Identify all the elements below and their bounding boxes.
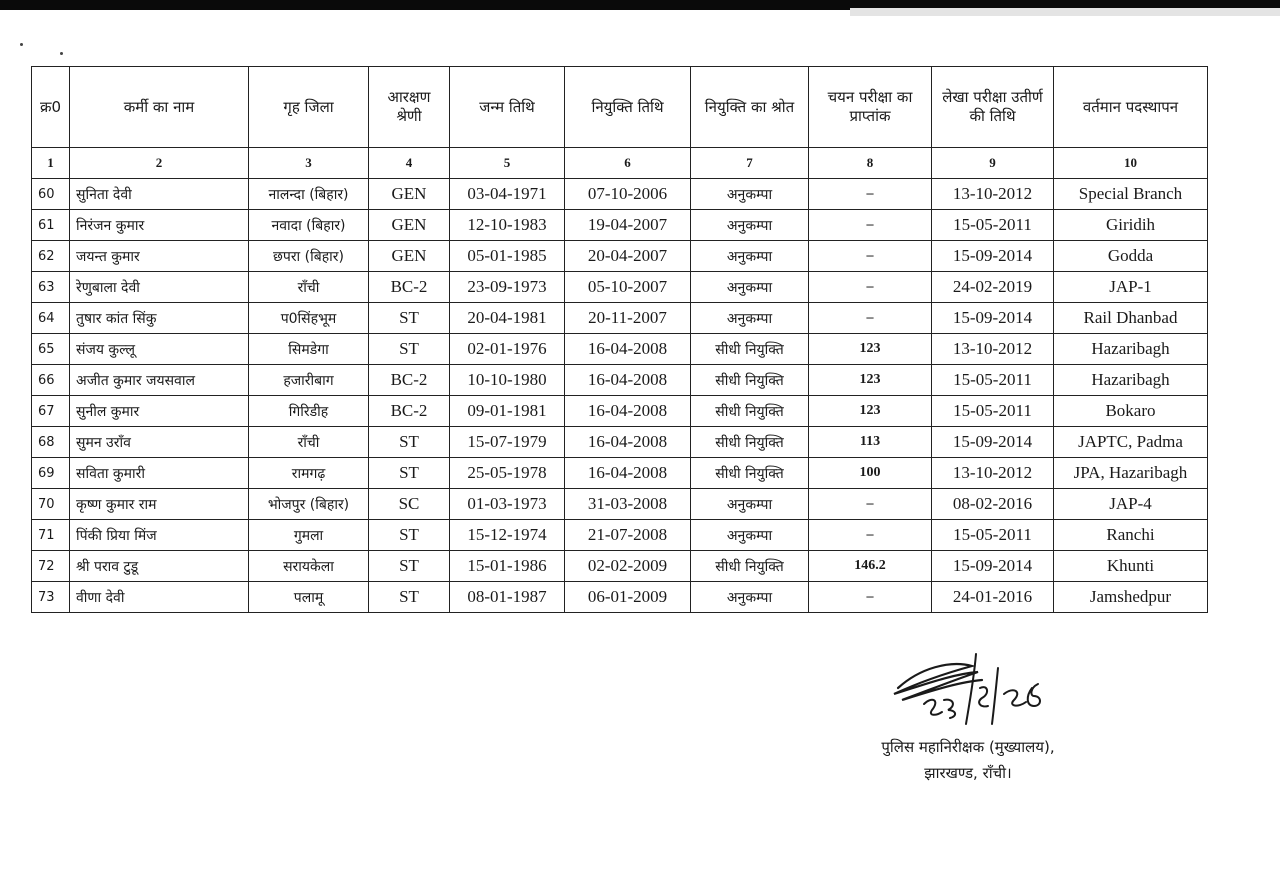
- table-row: [32, 334, 1208, 365]
- appointment-source-cell: सीधी नियुक्ति: [691, 396, 809, 427]
- home-district-cell: पलामू: [249, 582, 369, 613]
- reservation-category-cell: GEN: [369, 179, 450, 210]
- table-row: [32, 582, 1208, 613]
- birth-date-cell: 01-03-1973: [450, 489, 565, 520]
- signatory-designation: पुलिस महानिरीक्षक (मुख्यालय),: [881, 738, 1055, 756]
- audit-pass-date-cell: 15-05-2011: [932, 396, 1054, 427]
- appointment-date-cell: 21-07-2008: [565, 520, 691, 551]
- selection-score-cell: –: [809, 582, 932, 613]
- appointment-source-cell: सीधी नियुक्ति: [691, 458, 809, 489]
- selection-score-cell: 100: [809, 458, 932, 489]
- home-district-cell: गिरिडीह: [249, 396, 369, 427]
- appointment-date-cell: 07-10-2006: [565, 179, 691, 210]
- birth-date-cell: 23-09-1973: [450, 272, 565, 303]
- appointment-date-cell: 16-04-2008: [565, 365, 691, 396]
- audit-pass-date-cell: 24-01-2016: [932, 582, 1054, 613]
- reservation-category-cell: ST: [369, 520, 450, 551]
- audit-pass-date-cell: 08-02-2016: [932, 489, 1054, 520]
- staff-table-container: [31, 66, 1207, 613]
- current-posting-cell: Rail Dhanbad: [1054, 303, 1208, 334]
- table-row: [32, 520, 1208, 551]
- birth-date-cell: 03-04-1971: [450, 179, 565, 210]
- column-number: 2: [70, 148, 249, 179]
- home-district-cell: सरायकेला: [249, 551, 369, 582]
- scan-shadow: [850, 8, 1280, 16]
- table-row: [32, 489, 1208, 520]
- birth-date-cell: 10-10-1980: [450, 365, 565, 396]
- birth-date-cell: 05-01-1985: [450, 241, 565, 272]
- birth-date-cell: 12-10-1983: [450, 210, 565, 241]
- audit-pass-date-cell: 15-09-2014: [932, 241, 1054, 272]
- header-row: [32, 67, 1208, 148]
- employee-name-cell: कृष्ण कुमार राम: [70, 489, 249, 520]
- staff-table: [31, 66, 1208, 613]
- appointment-source-cell: अनुकम्पा: [691, 210, 809, 241]
- column-number: 6: [565, 148, 691, 179]
- selection-score-cell: –: [809, 303, 932, 334]
- home-district-cell: गुमला: [249, 520, 369, 551]
- table-row: [32, 241, 1208, 272]
- serial-number-cell: 68: [32, 427, 70, 458]
- selection-score-cell: –: [809, 210, 932, 241]
- employee-name-cell: सविता कुमारी: [70, 458, 249, 489]
- home-district-cell: राँची: [249, 272, 369, 303]
- audit-pass-date-cell: 15-09-2014: [932, 427, 1054, 458]
- audit-pass-date-cell: 15-09-2014: [932, 551, 1054, 582]
- current-posting-cell: Bokaro: [1054, 396, 1208, 427]
- home-district-cell: भोजपुर (बिहार): [249, 489, 369, 520]
- reservation-category-cell: ST: [369, 458, 450, 489]
- current-posting-cell: JAPTC, Padma: [1054, 427, 1208, 458]
- audit-pass-date-cell: 13-10-2012: [932, 458, 1054, 489]
- appointment-source-cell: अनुकम्पा: [691, 303, 809, 334]
- serial-number-cell: 65: [32, 334, 70, 365]
- column-number: 1: [32, 148, 70, 179]
- reservation-category-cell: GEN: [369, 210, 450, 241]
- birth-date-cell: 15-12-1974: [450, 520, 565, 551]
- table-row: [32, 551, 1208, 582]
- audit-pass-date-cell: 15-05-2011: [932, 210, 1054, 241]
- handwritten-signature: [880, 648, 1060, 728]
- home-district-cell: राँची: [249, 427, 369, 458]
- selection-score-cell: –: [809, 489, 932, 520]
- appointment-source-cell: सीधी नियुक्ति: [691, 551, 809, 582]
- column-number: 4: [369, 148, 450, 179]
- birth-date-cell: 09-01-1981: [450, 396, 565, 427]
- appointment-source-cell: सीधी नियुक्ति: [691, 365, 809, 396]
- table-row: [32, 210, 1208, 241]
- audit-pass-date-cell: 15-05-2011: [932, 520, 1054, 551]
- reservation-category-cell: BC-2: [369, 365, 450, 396]
- selection-score-cell: –: [809, 272, 932, 303]
- appointment-date-cell: 20-11-2007: [565, 303, 691, 334]
- header-cell: चयन परीक्षा का प्राप्तांक: [809, 67, 932, 148]
- employee-name-cell: रेणुबाला देवी: [70, 272, 249, 303]
- table-row: [32, 365, 1208, 396]
- current-posting-cell: Hazaribagh: [1054, 365, 1208, 396]
- table-row: [32, 179, 1208, 210]
- reservation-category-cell: SC: [369, 489, 450, 520]
- employee-name-cell: सुनिता देवी: [70, 179, 249, 210]
- appointment-date-cell: 20-04-2007: [565, 241, 691, 272]
- reservation-category-cell: BC-2: [369, 272, 450, 303]
- reservation-category-cell: ST: [369, 303, 450, 334]
- reservation-category-cell: ST: [369, 551, 450, 582]
- employee-name-cell: सुमन उराँव: [70, 427, 249, 458]
- header-cell: जन्म तिथि: [450, 67, 565, 148]
- audit-pass-date-cell: 13-10-2012: [932, 334, 1054, 365]
- birth-date-cell: 08-01-1987: [450, 582, 565, 613]
- appointment-source-cell: अनुकम्पा: [691, 582, 809, 613]
- column-number: 9: [932, 148, 1054, 179]
- serial-number-cell: 69: [32, 458, 70, 489]
- employee-name-cell: संजय कुल्लू: [70, 334, 249, 365]
- appointment-source-cell: अनुकम्पा: [691, 520, 809, 551]
- column-number: 5: [450, 148, 565, 179]
- serial-number-cell: 70: [32, 489, 70, 520]
- current-posting-cell: Hazaribagh: [1054, 334, 1208, 365]
- current-posting-cell: Jamshedpur: [1054, 582, 1208, 613]
- appointment-source-cell: अनुकम्पा: [691, 489, 809, 520]
- home-district-cell: नवादा (बिहार): [249, 210, 369, 241]
- home-district-cell: रामगढ़: [249, 458, 369, 489]
- serial-number-cell: 62: [32, 241, 70, 272]
- employee-name-cell: वीणा देवी: [70, 582, 249, 613]
- table-row: [32, 272, 1208, 303]
- serial-number-cell: 63: [32, 272, 70, 303]
- employee-name-cell: पिंकी प्रिया मिंज: [70, 520, 249, 551]
- header-cell: क्र0: [32, 67, 70, 148]
- header-cell: लेखा परीक्षा उतीर्ण की तिथि: [932, 67, 1054, 148]
- serial-number-cell: 73: [32, 582, 70, 613]
- header-cell: नियुक्ति तिथि: [565, 67, 691, 148]
- reservation-category-cell: ST: [369, 582, 450, 613]
- header-cell: आरक्षण श्रेणी: [369, 67, 450, 148]
- birth-date-cell: 15-07-1979: [450, 427, 565, 458]
- audit-pass-date-cell: 13-10-2012: [932, 179, 1054, 210]
- serial-number-cell: 72: [32, 551, 70, 582]
- appointment-source-cell: अनुकम्पा: [691, 272, 809, 303]
- column-number: 3: [249, 148, 369, 179]
- table-row: [32, 396, 1208, 427]
- appointment-date-cell: 19-04-2007: [565, 210, 691, 241]
- appointment-date-cell: 16-04-2008: [565, 458, 691, 489]
- home-district-cell: छपरा (बिहार): [249, 241, 369, 272]
- column-number: 10: [1054, 148, 1208, 179]
- birth-date-cell: 25-05-1978: [450, 458, 565, 489]
- appointment-date-cell: 16-04-2008: [565, 334, 691, 365]
- serial-number-cell: 60: [32, 179, 70, 210]
- appointment-date-cell: 02-02-2009: [565, 551, 691, 582]
- header-cell: कर्मी का नाम: [70, 67, 249, 148]
- home-district-cell: प0सिंहभूम: [249, 303, 369, 334]
- employee-name-cell: सुनील कुमार: [70, 396, 249, 427]
- selection-score-cell: –: [809, 241, 932, 272]
- employee-name-cell: निरंजन कुमार: [70, 210, 249, 241]
- birth-date-cell: 15-01-1986: [450, 551, 565, 582]
- current-posting-cell: Special Branch: [1054, 179, 1208, 210]
- reservation-category-cell: GEN: [369, 241, 450, 272]
- audit-pass-date-cell: 15-09-2014: [932, 303, 1054, 334]
- current-posting-cell: JAP-1: [1054, 272, 1208, 303]
- selection-score-cell: –: [809, 520, 932, 551]
- reservation-category-cell: ST: [369, 334, 450, 365]
- header-cell: गृह जिला: [249, 67, 369, 148]
- selection-score-cell: 123: [809, 396, 932, 427]
- current-posting-cell: Godda: [1054, 241, 1208, 272]
- current-posting-cell: Giridih: [1054, 210, 1208, 241]
- employee-name-cell: अजीत कुमार जयसवाल: [70, 365, 249, 396]
- signatory-block: [838, 734, 1098, 786]
- employee-name-cell: जयन्त कुमार: [70, 241, 249, 272]
- appointment-date-cell: 05-10-2007: [565, 272, 691, 303]
- employee-name-cell: श्री पराव टुडू: [70, 551, 249, 582]
- serial-number-cell: 66: [32, 365, 70, 396]
- current-posting-cell: Ranchi: [1054, 520, 1208, 551]
- appointment-date-cell: 31-03-2008: [565, 489, 691, 520]
- column-number: 8: [809, 148, 932, 179]
- appointment-source-cell: सीधी नियुक्ति: [691, 334, 809, 365]
- home-district-cell: हजारीबाग: [249, 365, 369, 396]
- serial-number-cell: 71: [32, 520, 70, 551]
- selection-score-cell: 146.2: [809, 551, 932, 582]
- column-number-row: [32, 148, 1208, 179]
- signatory-location: झारखण्ड, राँची।: [924, 764, 1012, 782]
- header-cell: नियुक्ति का श्रोत: [691, 67, 809, 148]
- reservation-category-cell: ST: [369, 427, 450, 458]
- current-posting-cell: JAP-4: [1054, 489, 1208, 520]
- selection-score-cell: –: [809, 179, 932, 210]
- audit-pass-date-cell: 15-05-2011: [932, 365, 1054, 396]
- appointment-source-cell: सीधी नियुक्ति: [691, 427, 809, 458]
- serial-number-cell: 61: [32, 210, 70, 241]
- appointment-date-cell: 16-04-2008: [565, 396, 691, 427]
- current-posting-cell: Khunti: [1054, 551, 1208, 582]
- appointment-date-cell: 16-04-2008: [565, 427, 691, 458]
- serial-number-cell: 67: [32, 396, 70, 427]
- employee-name-cell: तुषार कांत सिंकु: [70, 303, 249, 334]
- selection-score-cell: 123: [809, 334, 932, 365]
- appointment-source-cell: अनुकम्पा: [691, 179, 809, 210]
- current-posting-cell: JPA, Hazaribagh: [1054, 458, 1208, 489]
- appointment-date-cell: 06-01-2009: [565, 582, 691, 613]
- selection-score-cell: 123: [809, 365, 932, 396]
- table-row: [32, 303, 1208, 334]
- birth-date-cell: 02-01-1976: [450, 334, 565, 365]
- table-row: [32, 458, 1208, 489]
- header-cell: वर्तमान पदस्थापन: [1054, 67, 1208, 148]
- home-district-cell: नालन्दा (बिहार): [249, 179, 369, 210]
- column-number: 7: [691, 148, 809, 179]
- serial-number-cell: 64: [32, 303, 70, 334]
- home-district-cell: सिमडेगा: [249, 334, 369, 365]
- appointment-source-cell: अनुकम्पा: [691, 241, 809, 272]
- selection-score-cell: 113: [809, 427, 932, 458]
- scan-speck: [60, 52, 63, 55]
- table-row: [32, 427, 1208, 458]
- scan-speck: [20, 43, 23, 46]
- reservation-category-cell: BC-2: [369, 396, 450, 427]
- audit-pass-date-cell: 24-02-2019: [932, 272, 1054, 303]
- birth-date-cell: 20-04-1981: [450, 303, 565, 334]
